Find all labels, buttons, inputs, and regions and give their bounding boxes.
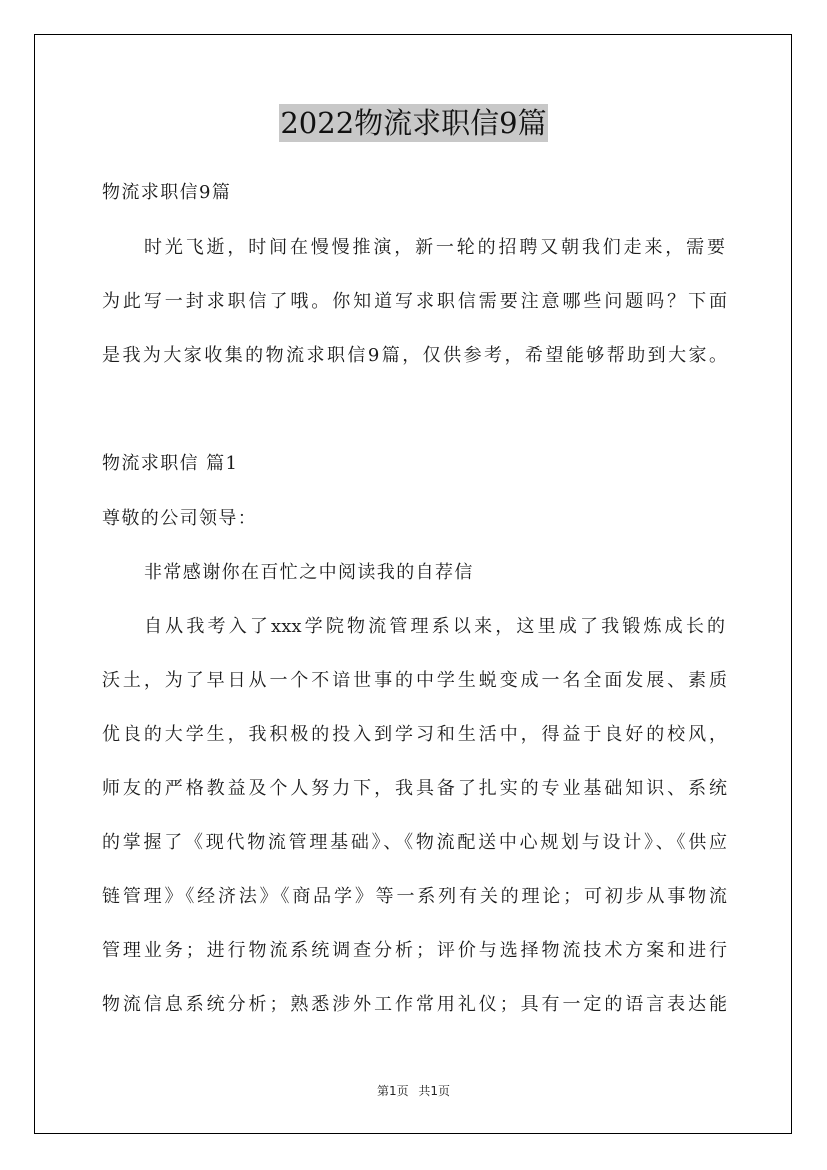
document-subtitle: 物流求职信9篇 (102, 182, 232, 203)
body-line-6: 链管理》《经济法》《商品学》等一系列有关的理论；可初步从事物流 (102, 886, 727, 907)
document-title: 2022物流求职信9篇 (280, 106, 547, 140)
intro-line-3: 是我为大家收集的物流求职信9篇，仅供参考，希望能够帮助到大家。 (102, 345, 727, 366)
section-heading: 物流求职信 篇1 (102, 453, 239, 474)
body-line-4: 师友的严格教益及个人努力下，我具备了扎实的专业基础知识、系统 (102, 778, 727, 799)
intro-line-2: 为此写一封求职信了哦。你知道写求职信需要注意哪些问题吗？下面 (102, 291, 727, 312)
body-line-7: 管理业务；进行物流系统调查分析；评价与选择物流技术方案和进行 (102, 940, 727, 961)
page-footer (0, 1083, 827, 1099)
intro-line-1: 时光飞逝，时间在慢慢推演，新一轮的招聘又朝我们走来，需要 (144, 237, 725, 258)
page-number: 第1页 (376, 1084, 409, 1098)
body-line-8: 物流信息系统分析；熟悉涉外工作常用礼仪；具有一定的语言表达能 (102, 994, 727, 1015)
body-line-1: 自从我考入了xxx学院物流管理系以来，这里成了我锻炼成长的 (144, 616, 725, 637)
body-line-3: 优良的大学生，我积极的投入到学习和生活中，得益于良好的校风， (102, 724, 727, 745)
body-line-2: 沃土，为了早日从一个不谙世事的中学生蜕变成一名全面发展、素质 (102, 670, 727, 691)
body-line-5: 的掌握了《现代物流管理基础》、《物流配送中心规划与设计》、《供应 (102, 832, 727, 853)
thanks-line: 非常感谢你在百忙之中阅读我的自荐信 (144, 562, 474, 583)
title-container (0, 104, 827, 142)
salutation: 尊敬的公司领导： (102, 508, 258, 529)
page-total: 共1页 (418, 1084, 451, 1098)
